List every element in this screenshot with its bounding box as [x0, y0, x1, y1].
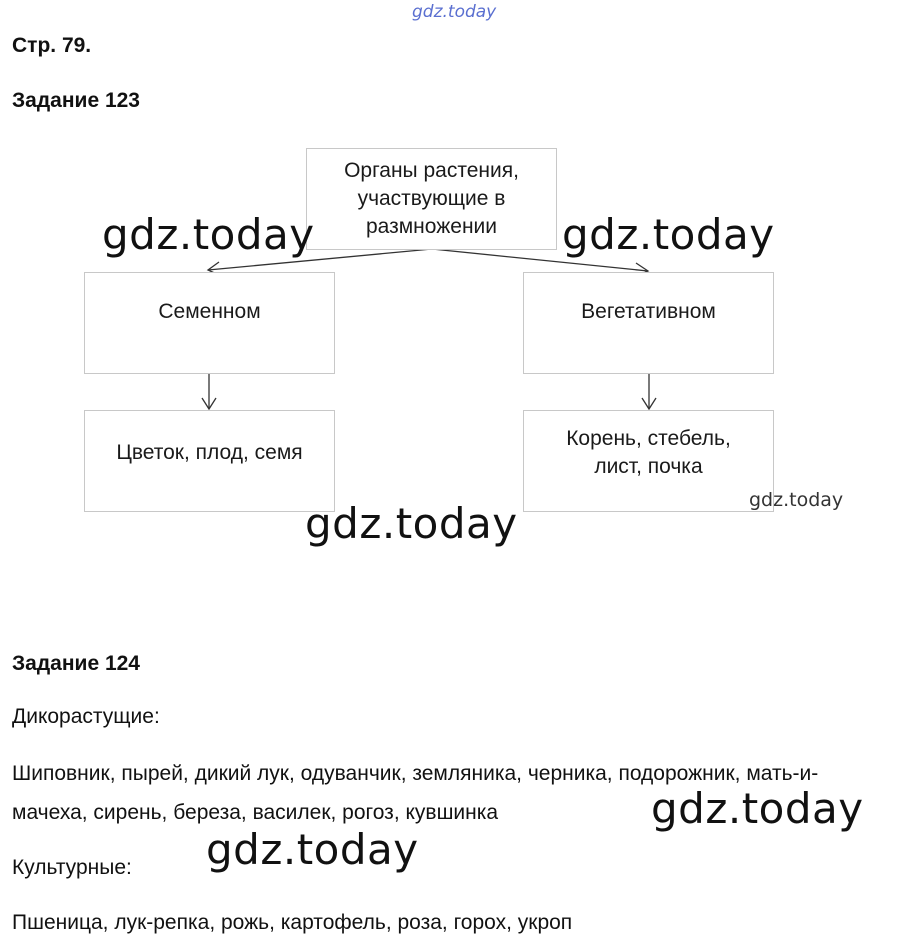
- watermark-6: gdz.today: [206, 825, 419, 874]
- cultivated-label: Культурные:: [12, 856, 132, 879]
- page-label: Стр. 79.: [12, 34, 92, 57]
- right-child-line-1: Корень, стебель,: [566, 427, 731, 450]
- arrowhead-right-down: [642, 398, 656, 409]
- left-child-label: Цветок, плод, семя: [116, 441, 303, 464]
- task-124-heading: Задание 124: [12, 652, 140, 675]
- watermark-5: gdz.today: [651, 784, 864, 833]
- cultivated-line: Пшеница, лук-репка, рожь, картофель, роза, горох, укроп: [12, 911, 573, 934]
- diagram-left-child-box: [84, 410, 335, 512]
- right-box-label: Вегетативном: [581, 300, 716, 323]
- watermark-1: gdz.today: [102, 210, 315, 259]
- wild-line-1: Шиповник, пырей, дикий лук, одуванчик, земляника, черника, подорожник, мать-и-: [12, 762, 819, 785]
- diagram-left-box: [84, 272, 335, 374]
- arrowhead-left-down: [202, 398, 216, 409]
- root-line-3: размножении: [365, 215, 497, 238]
- root-line-2: участвующие в: [357, 187, 506, 210]
- wild-line-2: мачеха, сирень, береза, василек, рогоз, кувшинка: [12, 801, 499, 824]
- watermark-4: gdz.today: [305, 499, 518, 548]
- wild-label: Дикорастущие:: [12, 705, 160, 728]
- diagram-right-child-box: [523, 410, 774, 512]
- watermark-2: gdz.today: [562, 210, 775, 259]
- diagram-right-box: [523, 272, 774, 374]
- watermark-top: gdz.today: [412, 2, 497, 22]
- task-123-heading: Задание 123: [12, 89, 140, 112]
- left-box-label: Семенном: [158, 300, 261, 323]
- diagram-root-box: [306, 148, 557, 250]
- root-line-1: Органы растения,: [344, 159, 519, 182]
- watermark-3: gdz.today: [749, 489, 844, 511]
- right-child-line-2: лист, почка: [594, 455, 703, 478]
